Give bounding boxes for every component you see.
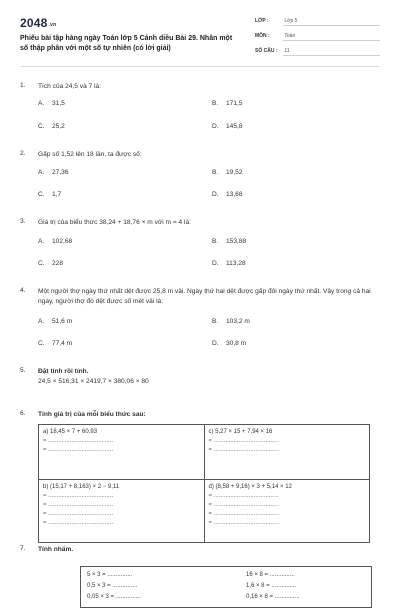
option-d[interactable]: D. 145,8 bbox=[212, 123, 243, 130]
answer-line[interactable]: = ....................................... bbox=[208, 447, 279, 453]
question-number: 1. bbox=[20, 82, 26, 89]
mental-item[interactable]: 0,5 × 3 = ............... bbox=[87, 583, 138, 589]
question-text: Tính nhẩm. bbox=[38, 546, 74, 553]
option-c[interactable]: C. 25,2 bbox=[38, 123, 65, 130]
question-7 bbox=[20, 545, 380, 557]
expression-grid bbox=[38, 424, 370, 543]
header-divider bbox=[20, 66, 380, 67]
option-b[interactable]: B. 103,2 m bbox=[212, 318, 250, 325]
meta-value: Lớp 5 bbox=[284, 18, 298, 24]
worksheet-title: Phiếu bài tập hàng ngày Toán lớp 5 Cánh diều Bài 29. Nhân một số thập phân với một số tự nhiên (có lời giải) bbox=[20, 35, 233, 52]
meta-subject bbox=[255, 33, 380, 39]
meta-value: 11 bbox=[284, 48, 290, 54]
question-text: Giá trị của biểu thức 38,24 + 18,76 × m với m = 4 là: bbox=[38, 219, 191, 226]
answer-line[interactable]: = ....................................... bbox=[43, 520, 114, 526]
question-4 bbox=[20, 287, 380, 352]
meta-key: MÔN : bbox=[255, 33, 270, 39]
grid-cell-b bbox=[39, 480, 205, 543]
grid-cell-c bbox=[204, 425, 370, 480]
option-a[interactable]: A. 31,5 bbox=[38, 100, 65, 107]
mental-item[interactable]: 0,05 × 3 = ............... bbox=[87, 594, 141, 600]
answer-line[interactable]: = ....................................... bbox=[43, 493, 114, 499]
option-d[interactable]: D. 13,68 bbox=[212, 191, 243, 198]
question-number: 3. bbox=[20, 218, 26, 225]
option-c[interactable]: C. 228 bbox=[38, 260, 64, 267]
mental-item[interactable]: 0,16 × 8 = ............... bbox=[246, 594, 300, 600]
option-a[interactable]: A. 102,68 bbox=[38, 238, 73, 245]
option-a[interactable]: A. 51,6 m bbox=[38, 318, 73, 325]
question-3 bbox=[20, 218, 380, 270]
meta-key: LỚP : bbox=[255, 18, 269, 24]
meta-key: SỐ CÂU : bbox=[255, 48, 278, 54]
question-text: Tích của 24,5 và 7 là: bbox=[38, 83, 102, 90]
answer-line[interactable]: = ....................................... bbox=[208, 502, 279, 508]
option-b[interactable]: B. 153,88 bbox=[212, 238, 247, 245]
question-text: Gấp số 1,52 lên 18 lần, ta được số: bbox=[38, 151, 142, 158]
logo-suffix: .vn bbox=[48, 22, 57, 28]
site-logo[interactable] bbox=[20, 16, 56, 30]
option-d[interactable]: D. 30,8 m bbox=[212, 340, 247, 347]
expression-d: d) (8,58 + 9,16) × 3 + 5,14 × 12 bbox=[208, 484, 292, 490]
mental-right-column bbox=[246, 570, 300, 603]
option-a[interactable]: A. 27,36 bbox=[38, 169, 69, 176]
answer-line[interactable]: = ....................................... bbox=[43, 447, 114, 453]
mental-item[interactable]: 1,6 × 8 = ............... bbox=[246, 583, 297, 589]
option-b[interactable]: B. 19,52 bbox=[212, 169, 243, 176]
question-number: 4. bbox=[20, 287, 26, 294]
question-6 bbox=[20, 410, 380, 422]
meta-value: Toán bbox=[284, 33, 296, 39]
answer-line[interactable]: = ....................................... bbox=[208, 493, 279, 499]
option-c[interactable]: C. 77,4 m bbox=[38, 340, 73, 347]
meta-class bbox=[255, 18, 380, 24]
question-1 bbox=[20, 82, 380, 134]
answer-line[interactable]: = ....................................... bbox=[43, 438, 114, 444]
question-number: 5. bbox=[20, 367, 26, 374]
expression-c: c) 5,27 × 15 + 7,94 × 16 bbox=[208, 429, 273, 435]
option-c[interactable]: C. 1,7 bbox=[38, 191, 62, 198]
answer-line[interactable]: = ....................................... bbox=[43, 502, 114, 508]
expression-b: b) (15,17 + 8,163) × 2 − 9,11 bbox=[43, 484, 120, 490]
question-number: 6. bbox=[20, 410, 26, 417]
mental-item[interactable]: 16 × 8 = ............... bbox=[246, 572, 295, 578]
answer-line[interactable]: = ....................................... bbox=[208, 438, 279, 444]
expression-a: a) 18,45 × 7 + 60,93 bbox=[43, 429, 98, 435]
option-b[interactable]: B. 171,5 bbox=[212, 100, 243, 107]
grid-cell-d bbox=[204, 480, 370, 543]
question-5 bbox=[20, 367, 380, 391]
answer-line[interactable]: = ....................................... bbox=[43, 511, 114, 517]
mental-left-column bbox=[87, 570, 141, 603]
mental-item[interactable]: 5 × 3 = ............... bbox=[87, 572, 133, 578]
meta-count bbox=[255, 48, 380, 54]
question-number: 7. bbox=[20, 545, 26, 552]
question-text: Một người thợ ngày thứ nhất dệt được 25,8 m vải. Ngày thứ hai dệt được gấp đôi ngày thứ nhất. Vậy trong cả hai ngày, người thợ đó dệt được số mét vải là: bbox=[38, 288, 371, 305]
mental-math-box bbox=[80, 566, 372, 608]
question-text: Tính giá trị của mỗi biểu thức sau: bbox=[38, 411, 146, 418]
question-2 bbox=[20, 150, 380, 202]
answer-line[interactable]: = ....................................... bbox=[208, 520, 279, 526]
question-text: Đặt tính rồi tính. bbox=[38, 368, 89, 375]
answer-line[interactable]: = ....................................... bbox=[208, 511, 279, 517]
logo-text: 2048 bbox=[20, 16, 48, 30]
question-expression: 24,5 × 516,31 × 2419,7 × 380,06 × 80 bbox=[38, 378, 149, 385]
option-d[interactable]: D. 113,28 bbox=[212, 260, 246, 267]
grid-cell-a bbox=[39, 425, 205, 480]
question-number: 2. bbox=[20, 150, 26, 157]
